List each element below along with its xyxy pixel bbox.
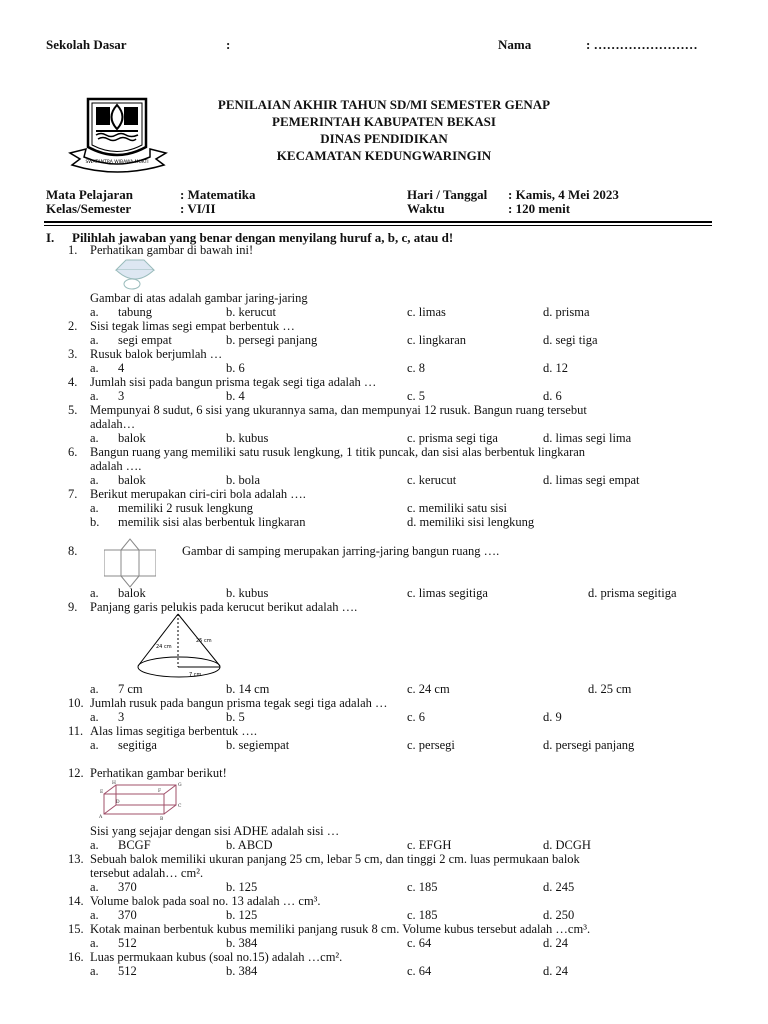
- q5-option-b[interactable]: b. kubus: [226, 431, 269, 445]
- q11-option-c[interactable]: c. persegi: [407, 738, 455, 752]
- q6-option-a-label: a.: [90, 473, 99, 487]
- q4-option-a-label: a.: [90, 389, 99, 403]
- q3-option-c[interactable]: c. 8: [407, 361, 426, 375]
- svg-text:C: C: [178, 804, 182, 809]
- q1-option-c[interactable]: c. limas: [407, 305, 446, 319]
- q4-option-a[interactable]: 3: [118, 389, 125, 403]
- q15-option-b[interactable]: b. 384: [226, 936, 258, 950]
- q2-option-d[interactable]: d. segi tiga: [543, 333, 598, 347]
- q14-option-a[interactable]: 370: [118, 908, 137, 922]
- q15-option-c[interactable]: c. 64: [407, 936, 432, 950]
- q14-option-b[interactable]: b. 125: [226, 908, 258, 922]
- q15-option-a[interactable]: 512: [118, 936, 137, 950]
- name-field[interactable]: : ……………………: [586, 37, 698, 52]
- q10-option-b[interactable]: b. 5: [226, 710, 245, 724]
- q5-option-a-label: a.: [90, 431, 99, 445]
- header-rule-thin: [44, 225, 712, 226]
- q2-option-b[interactable]: b. persegi panjang: [226, 333, 318, 347]
- q12-text: Perhatikan gambar berikut!: [90, 766, 227, 780]
- svg-text:G: G: [178, 783, 182, 788]
- q8-option-b[interactable]: b. kubus: [226, 586, 269, 600]
- q15-option-a-label: a.: [90, 936, 99, 950]
- q10-number: 10.: [68, 696, 84, 710]
- q6-option-a[interactable]: balok: [118, 473, 146, 487]
- q10-option-d[interactable]: d. 9: [543, 710, 562, 724]
- title-line-1: PENILAIAN AKHIR TAHUN SD/MI SEMESTER GENAP: [217, 97, 551, 112]
- q16-text: Luas permukaan kubus (soal no.15) adalah …cm².: [90, 950, 343, 964]
- q5-text: Mempunyai 8 sudut, 6 sisi yang ukurannya sama, dan mempunyai 12 rusuk. Bangun ruang tersebut: [90, 403, 587, 417]
- q4-text: Jumlah sisi pada bangun prisma tegak segi tiga adalah …: [90, 375, 377, 389]
- title-line-2: PEMERINTAH KABUPATEN BEKASI: [272, 114, 496, 129]
- prism-net-figure: [104, 538, 156, 593]
- school-label: Sekolah Dasar: [46, 37, 127, 52]
- q13-option-d[interactable]: d. 245: [543, 880, 575, 894]
- q5-option-a[interactable]: balok: [118, 431, 146, 445]
- q16-number: 16.: [68, 950, 84, 964]
- subject-value: : Matematika: [180, 187, 256, 202]
- q1-text-2: Gambar di atas adalah gambar jaring-jaring: [90, 291, 308, 305]
- q2-text: Sisi tegak limas segi empat berbentuk …: [90, 319, 295, 333]
- q12-option-a[interactable]: BCGF: [118, 838, 151, 852]
- time-value: : 120 menit: [508, 201, 571, 216]
- q3-option-a[interactable]: 4: [118, 361, 125, 375]
- q4-option-c[interactable]: c. 5: [407, 389, 426, 403]
- q7-option-a-label: a.: [90, 501, 99, 515]
- q9-option-c[interactable]: c. 24 cm: [407, 682, 450, 696]
- q3-text: Rusuk balok berjumlah …: [90, 347, 223, 361]
- q7-option-d[interactable]: d. memiliki sisi lengkung: [407, 515, 535, 529]
- q8-option-d[interactable]: d. prisma segitiga: [588, 586, 677, 600]
- q12-number: 12.: [68, 766, 84, 780]
- q12-option-a-label: a.: [90, 838, 99, 852]
- svg-text:E: E: [100, 790, 104, 795]
- q12-option-c[interactable]: c. EFGH: [407, 838, 452, 852]
- q1-option-d[interactable]: d. prisma: [543, 305, 590, 319]
- q7-text: Berikut merupakan ciri-ciri bola adalah ….: [90, 487, 306, 501]
- q10-option-c[interactable]: c. 6: [407, 710, 426, 724]
- q5-number: 5.: [68, 403, 78, 417]
- q4-option-d[interactable]: d. 6: [543, 389, 562, 403]
- q13-number: 13.: [68, 852, 84, 866]
- svg-text:D: D: [116, 800, 120, 805]
- time-label: Waktu: [407, 201, 445, 216]
- q14-text: Volume balok pada soal no. 13 adalah … cm³.: [90, 894, 321, 908]
- q2-number: 2.: [68, 319, 78, 333]
- q9-option-b[interactable]: b. 14 cm: [226, 682, 270, 696]
- q5-text-2: adalah…: [90, 417, 136, 431]
- q3-option-a-label: a.: [90, 361, 99, 375]
- q9-text: Panjang garis pelukis pada kerucut berikut adalah ….: [90, 600, 358, 614]
- q11-text: Alas limas segitiga berbentuk ….: [90, 724, 257, 738]
- class-label: Kelas/Semester: [46, 201, 132, 216]
- q6-option-d[interactable]: d. limas segi empat: [543, 473, 640, 487]
- q15-option-d[interactable]: d. 24: [543, 936, 568, 950]
- q2-option-a[interactable]: segi empat: [118, 333, 172, 347]
- q1-option-a[interactable]: tabung: [118, 305, 153, 319]
- q14-option-a-label: a.: [90, 908, 99, 922]
- svg-text:7 cm: 7 cm: [189, 672, 202, 678]
- school-colon: :: [226, 37, 231, 52]
- q9-number: 9.: [68, 600, 78, 614]
- q14-option-d[interactable]: d. 250: [543, 908, 575, 922]
- date-value: : Kamis, 4 Mei 2023: [508, 187, 619, 202]
- q16-option-c[interactable]: c. 64: [407, 964, 432, 978]
- cuboid-figure: [98, 780, 188, 827]
- cone-figure: [134, 612, 226, 685]
- q7-option-a[interactable]: memiliki 2 rusuk lengkung: [118, 501, 254, 515]
- svg-text:F: F: [158, 789, 162, 794]
- q13-text: Sebuah balok memiliki ukuran panjang 25 cm, lebar 5 cm, dan tinggi 2 cm. luas permukaan balok: [90, 852, 580, 866]
- q8-option-a-label: a.: [90, 586, 99, 600]
- q10-option-a[interactable]: 3: [118, 710, 125, 724]
- q15-text: Kotak mainan berbentuk kubus memiliki panjang rusuk 8 cm. Volume kubus tersebut adalah …cm³.: [90, 922, 591, 936]
- svg-text:SWATANTRA WIBAWA MUKTI: SWATANTRA WIBAWA MUKTI: [85, 160, 149, 165]
- q14-number: 14.: [68, 894, 84, 908]
- q6-text-2: adalah ….: [90, 459, 142, 473]
- section-instruction: Pilihlah jawaban yang benar dengan menyilang huruf a, b, c, atau d!: [72, 230, 454, 245]
- q3-number: 3.: [68, 347, 78, 361]
- q5-option-d[interactable]: d. limas segi lima: [543, 431, 632, 445]
- q11-number: 11.: [68, 724, 84, 738]
- q8-option-a[interactable]: balok: [118, 586, 146, 600]
- q6-text: Bangun ruang yang memiliki satu rusuk lengkung, 1 titik puncak, dan sisi alas berbentuk lingkaran: [90, 445, 586, 459]
- date-label: Hari / Tanggal: [407, 187, 488, 202]
- q12-option-d[interactable]: d. DCGH: [543, 838, 591, 852]
- class-value: : VI/II: [180, 201, 216, 216]
- header-rule: [44, 221, 712, 223]
- svg-text:25 cm: 25 cm: [196, 638, 212, 644]
- q7-option-c[interactable]: c. memiliki satu sisi: [407, 501, 507, 515]
- q8-number: 8.: [68, 544, 78, 558]
- q1-option-b[interactable]: b. kerucut: [226, 305, 276, 319]
- q12-option-b[interactable]: b. ABCD: [226, 838, 273, 852]
- q16-option-b[interactable]: b. 384: [226, 964, 258, 978]
- q13-option-b[interactable]: b. 125: [226, 880, 258, 894]
- q16-option-d[interactable]: d. 24: [543, 964, 568, 978]
- q14-option-c[interactable]: c. 185: [407, 908, 438, 922]
- q9-option-d[interactable]: d. 25 cm: [588, 682, 632, 696]
- q6-option-c[interactable]: c. kerucut: [407, 473, 457, 487]
- q13-text-2: tersebut adalah… cm².: [90, 866, 204, 880]
- q3-option-b[interactable]: b. 6: [226, 361, 245, 375]
- q9-option-a-label: a.: [90, 682, 99, 696]
- q11-option-a[interactable]: segitiga: [118, 738, 157, 752]
- q16-option-a-label: a.: [90, 964, 99, 978]
- q10-text: Jumlah rusuk pada bangun prisma tegak segi tiga adalah …: [90, 696, 388, 710]
- q11-option-b[interactable]: b. segiempat: [226, 738, 290, 752]
- q6-number: 6.: [68, 445, 78, 459]
- q4-number: 4.: [68, 375, 78, 389]
- q3-option-d[interactable]: d. 12: [543, 361, 568, 375]
- q8-option-c[interactable]: c. limas segitiga: [407, 586, 488, 600]
- q1-number: 1.: [68, 243, 78, 257]
- q8-text: Gambar di samping merupakan jarring-jaring bangun ruang ….: [182, 544, 500, 558]
- q13-option-a[interactable]: 370: [118, 880, 137, 894]
- section-number: I.: [46, 230, 55, 245]
- name-label: Nama: [498, 37, 532, 52]
- q2-option-a-label: a.: [90, 333, 99, 347]
- subject-label: Mata Pelajaran: [46, 187, 134, 202]
- q1-text: Perhatikan gambar di bawah ini!: [90, 243, 254, 257]
- svg-text:A: A: [99, 815, 103, 820]
- q1-option-a-label: a.: [90, 305, 99, 319]
- q11-option-a-label: a.: [90, 738, 99, 752]
- q9-option-a[interactable]: 7 cm: [118, 682, 143, 696]
- q7-option-b[interactable]: memilik sisi alas berbentuk lingkaran: [118, 515, 306, 529]
- svg-text:24 cm: 24 cm: [156, 644, 172, 650]
- q16-option-a[interactable]: 512: [118, 964, 137, 978]
- q7-number: 7.: [68, 487, 78, 501]
- q15-number: 15.: [68, 922, 84, 936]
- svg-text:B: B: [160, 817, 164, 822]
- q10-option-a-label: a.: [90, 710, 99, 724]
- q5-option-c[interactable]: c. prisma segi tiga: [407, 431, 498, 445]
- q2-option-c[interactable]: c. lingkaran: [407, 333, 467, 347]
- title-line-3: DINAS PENDIDIKAN: [320, 131, 448, 146]
- svg-text:H: H: [112, 781, 116, 786]
- title-line-4: KECAMATAN KEDUNGWARINGIN: [276, 148, 492, 163]
- q13-option-a-label: a.: [90, 880, 99, 894]
- q11-option-d[interactable]: d. persegi panjang: [543, 738, 635, 752]
- q4-option-b[interactable]: b. 4: [226, 389, 245, 403]
- q12-text-2: Sisi yang sejajar dengan sisi ADHE adalah sisi …: [90, 824, 340, 838]
- q7-option-b-label: b.: [90, 515, 100, 529]
- q13-option-c[interactable]: c. 185: [407, 880, 438, 894]
- q6-option-b[interactable]: b. bola: [226, 473, 261, 487]
